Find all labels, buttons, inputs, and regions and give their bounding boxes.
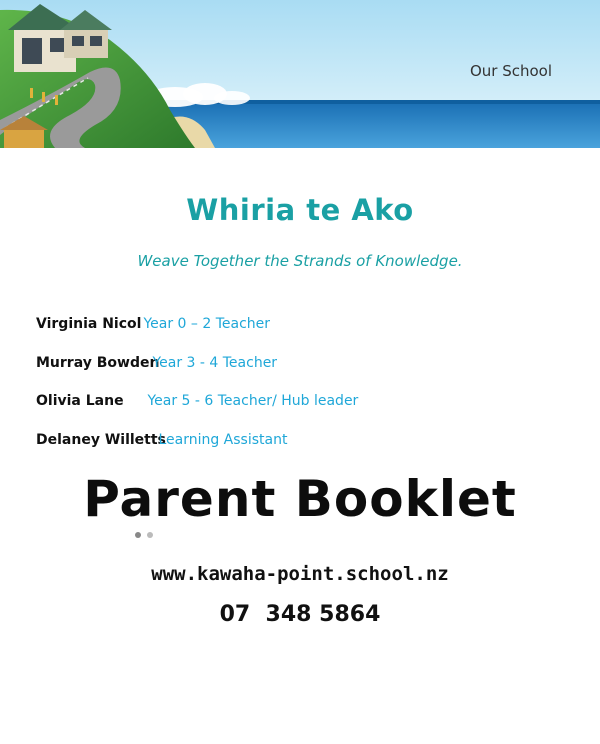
page-subtitle: Weave Together the Strands of Knowledge. <box>137 252 463 270</box>
staff-row <box>36 316 576 355</box>
phone-number: 07 348 5864 <box>219 602 381 627</box>
booklet-title: Parent Booklet <box>83 470 517 528</box>
staff-role: Learning Assistant <box>158 431 288 448</box>
staff-name: Delaney Willetts <box>36 431 166 448</box>
staff-role: Year 0 – 2 Teacher <box>143 316 271 332</box>
staff-name: Murray Bowden <box>36 354 160 371</box>
staff-row <box>36 432 576 471</box>
staff-name: Virginia Nicol <box>36 316 142 332</box>
staff-role: Year 3 - 4 Teacher <box>152 354 278 371</box>
staff-list <box>36 316 576 470</box>
carousel-dots <box>135 532 153 538</box>
carousel-dot[interactable] <box>135 532 141 538</box>
carousel-dot[interactable] <box>147 532 153 538</box>
nav-link-our-school[interactable]: Our School <box>469 62 552 80</box>
header-banner <box>0 0 600 148</box>
website-url: www.kawaha-point.school.nz <box>151 563 449 585</box>
page-title: Whiria te Ako <box>186 193 414 227</box>
staff-row <box>36 393 576 432</box>
staff-role: Year 5 - 6 Teacher/ Hub leader <box>147 393 359 409</box>
staff-name: Olivia Lane <box>36 393 124 409</box>
staff-row <box>36 355 576 394</box>
